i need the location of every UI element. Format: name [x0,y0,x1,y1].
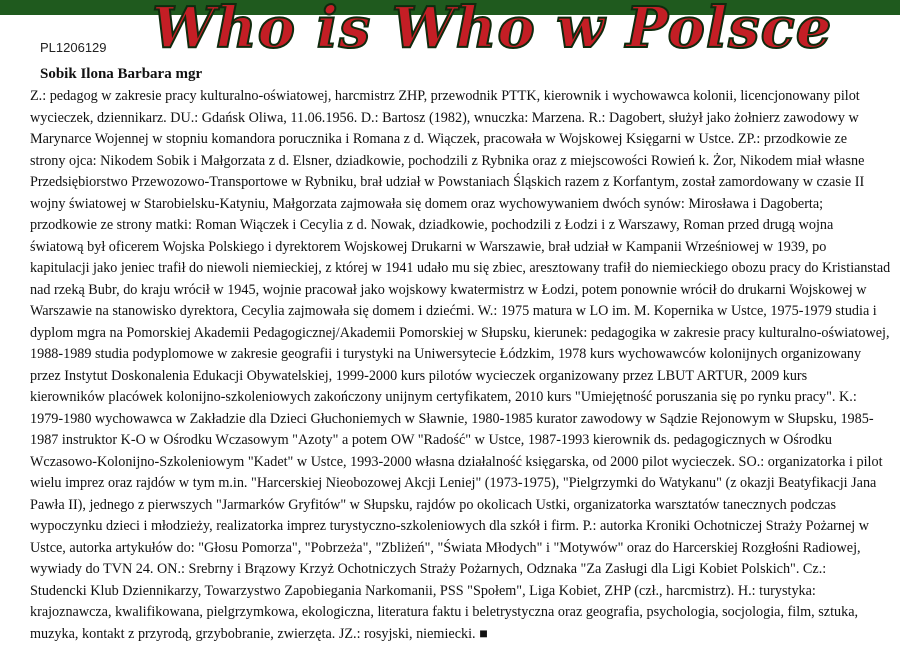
bio-line: kierowników placówek kolonijno-szkoleniowych zakończony unijnym certyfikatem, 2010 kurs "Umiejętność poruszania się po rynku pracy". K.: [30,389,857,405]
bio-line: Studencki Klub Dziennikarzy, Towarzystwo Zapobiegania Narkomanii, PSS "Społem", Liga Kobiet, ZHP (czł., harcmistrz). H.: turystyka: [30,582,816,599]
bio-line: Warszawie na stanowisko dyrektora, Cecylia zajmowała się domem i dziećmi. W.: 1975 matura w LO im. M. Kopernika w Ustce, 1975-1979 studia i [30,303,877,319]
bio-line: Przedsiębiorstwo Przewozowo-Transportowe w Rybniku, brał udział w Powstaniach Śląskich razem z Korfantym, został zamordowany w czasie II [30,174,865,190]
brand-title: Who is Who w Polsce [152,0,833,61]
document-id: PL1206129 [40,40,107,55]
biography-text [30,86,890,645]
bio-line: dyplom mgra na Pomorskiej Akademii Pedagogicznej/Akademii Pomorskiej w Słupsku, kierunek: pedagogika w zakresie pracy kulturalno-oświatowej, [30,324,890,341]
bio-line: wojny światowej w Starobielsku-Katyniu, Małgorzata zajmowała się domem oraz wychowywaniem dwóch synów: Mirosława i Dagoberta; [30,195,824,212]
bio-line: Marynarce Wojennej w stopniu komandora porucznika i Romana z d. Wiączek, pracowała w Wojskowej Księgarni w Ustce. ZP.: przodkowie ze [30,131,848,147]
bio-line: kapitulacji jako jeniec trafił do niewoli niemieckiej, z której w 1941 udało mu się zbiec, aresztowany trafił do niemieckiego obozu pracy do Kristianstad [30,260,891,276]
bio-line: przodkowie ze strony matki: Roman Wiączek i Cecylia z d. Nowak, dziadkowie, pochodzili z Łodzi i z Warszawy, Roman przed drugą wojna [30,217,834,233]
bio-line: 1987 instruktor K-O w Ośrodku Wczasowym "Azoty" a potem OW "Radość" w Ustce, 1987-1993 kierownik ds. pedagogicznych w Ośrodku [30,432,833,448]
person-name: Sobik Ilona Barbara mgr [40,66,203,82]
bio-line: Wczasowo-Kolonijno-Szkoleniowym "Kadet" w Ustce, 1993-2000 własna działalność księgarska, od 2000 pilot wycieczek. SO.: organizatorka i pilot [30,453,883,470]
bio-line: przez Instytut Doskonalenia Edukacji Obywatelskiej, 1999-2000 kurs pilotów wycieczek organizowany przez LBUT ARTUR, 2009 kurs [30,367,808,384]
bio-line: wypoczynku dzieci i młodzieży, realizatorka imprez turystyczno-szkoleniowych dla szkół i firm. P.: autorka Kroniki Ochotniczej Straży Pożarnej w [30,518,870,534]
bio-line: Pawła II), jednego z pierwszych "Jarmarków Gryfitów" w Słupsku, rajdów po okolicach Ustki, organizatorka warsztatów tanecznych podczas [30,496,836,513]
bio-line: 1979-1980 wychowawca w Zakładzie dla Dzieci Głuchoniemych w Sławnie, 1980-1985 kurator zawodowy w Sądzie Rejonowym w Słupsku, 1985- [30,410,874,427]
bio-line: wycieczek, dziennikarz. DU.: Gdańsk Oliwa, 11.06.1956. D.: Bartosz (1982), wnuczka: Marzena. R.: Dagobert, służył jako żołnierz zawodowy w [30,109,859,126]
bio-line: wywiady do TVN 24. ON.: Srebrny i Brązowy Krzyż Ochotniczych Straży Pożarnych, Odznaka "Za Zasługi dla Ligi Kobiet Polskich". Cz.: [30,561,827,577]
bio-line: nad rzeką Bubr, do kraju wrócił w 1945, wojnie pracował jako wojskowy kwatermistrz w Łodzi, potem ponownie wrócił do drukarni Wojskowej w [30,281,867,298]
bio-line: Z.: pedagog w zakresie pracy kulturalno-oświatowej, harcmistrz ZHP, przewodnik PTTK, kierownik i wychowawca kolonii, licencjonowany pilot [30,88,860,104]
brand-header [0,0,900,62]
bio-line: 1988-1989 studia podyplomowe w zakresie geografii i turystyki na Uniwersytecie Łódzkim, 1978 kurs wychowawców kolonijnych organizowany [30,346,862,362]
bio-line: wielu imprez oraz rajdów w tym m.in. "Harcerskiej Nieobozowej Akcji Leniej" (1973-1975), "Pielgrzymki do Watykanu" (z okazji Beatyfikacji Jana [30,475,877,491]
bio-line: światową był oficerem Wojska Polskiego i dyrektorem Wojskowej Drukarni w Warszawie, brał udział w Kampanii Wrześniowej w 1939, po [30,238,827,255]
bio-line: krajoznawcza, kwalifikowana, pielgrzymkowa, ekologiczna, literatura faktu i beletrystyczna oraz geografia, psychologia, socjologia, film, sztuka, [30,604,859,620]
bio-line: muzyka, kontakt z przyrodą, grzybobranie, zwierzęta. JZ.: rosyjski, niemiecki. ■ [30,625,488,642]
bio-line: Ustce, autorka artykułów do: "Głosu Pomorza", "Pobrzeża", "Zbliżeń", "Świata Młodych" i "Motywów" oraz do Harcerskiej Rozgłośni Radiowej, [30,539,861,556]
bio-line: strony ojca: Nikodem Sobik i Małgorzata z d. Elsner, dziadkowie, pochodzili z Rybnika oraz z miejscowości Rowień k. Żor, Nikodem miał własne [30,152,865,169]
